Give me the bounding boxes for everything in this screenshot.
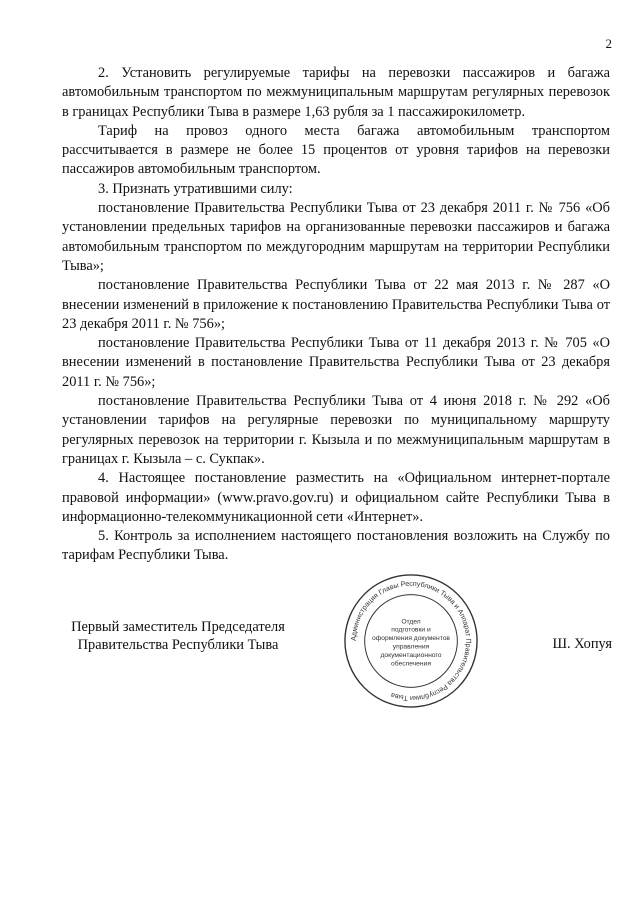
paragraph-3-repeal: 3. Признать утратившими силу: [98,180,293,197]
signatory-position-line1: Первый заместитель Председателя [71,619,285,635]
paragraph-5-control: 5. Контроль за исполнением настоящего постановления возложить на Службу по тарифам Республики Тыва. [62,528,610,564]
document-body [62,64,610,566]
page-number: 2 [605,36,612,51]
stamp-center-line: оформления документов [372,635,450,643]
signatory-position [62,618,294,654]
stamp-center-line: документационного [380,652,442,660]
stamp-center-line: управления [392,643,430,651]
repealed-act-705: постановление Правительства Республики Тыва от 11 декабря 2013 г. № 705 «О внесении изменений в постановление Правительства Республики Тыва от 23 декабря 2011 г. № 756»; [62,335,610,390]
repealed-act-756: постановление Правительства Республики Тыва от 23 декабря 2011 г. № 756 «Об установлении предельных тарифов на организованные перевозки пассажиров и багажа автомобильным транспортом по междугородним маршрутам на территории Республики Тыва»; [62,200,610,274]
stamp-center-line: Отдел [401,618,421,626]
stamp-ring-text: Администрация Главы Республики Тыва и Аппарат Правительства Республики Тыва [349,579,473,703]
repealed-act-292: постановление Правительства Республики Тыва от 4 июня 2018 г. № 292 «Об установлении тарифов на регулярные перевозки по муниципальному маршруту регулярных перевозок на территории г. Кызыла и по межмуниципальным маршрутам в границах г. Кызыла – с. Сукпак». [62,393,610,467]
signatory-position-line2: Правительства Республики Тыва [77,637,279,653]
stamp-center-line: подготовки и [391,626,431,634]
stamp-center-line: обеспечения [391,660,431,668]
paragraph-4-publication: 4. Настоящее постановление разместить на «Официальном интернет-портале правовой информации» (www.pravo.gov.ru) и официальном сайте Республики Тыва в информационно-телекоммуникационной сети «Интернет». [62,470,610,525]
paragraph-2-tariff: 2. Установить регулируемые тарифы на перевозки пассажиров и багажа автомобильным транспортом по межмуниципальным маршрутам регулярных перевозок в границах Республики Тыва в размере 1,63 рубля за 1 пассажирокилометр. [62,65,610,120]
signatory-name: Ш. Хопуя [552,636,612,652]
paragraph-baggage-tariff: Тариф на провоз одного места багажа автомобильным транспортом рассчитывается в размере не более 15 процентов от уровня тарифов на перевозки пассажиров автомобильным транспортом. [62,122,610,178]
repealed-act-287: постановление Правительства Республики Тыва от 22 мая 2013 г. № 287 «О внесении изменений в приложение к постановлению Правительства Республики Тыва от 23 декабря 2011 г. № 756»; [62,277,610,332]
official-stamp [342,572,480,710]
